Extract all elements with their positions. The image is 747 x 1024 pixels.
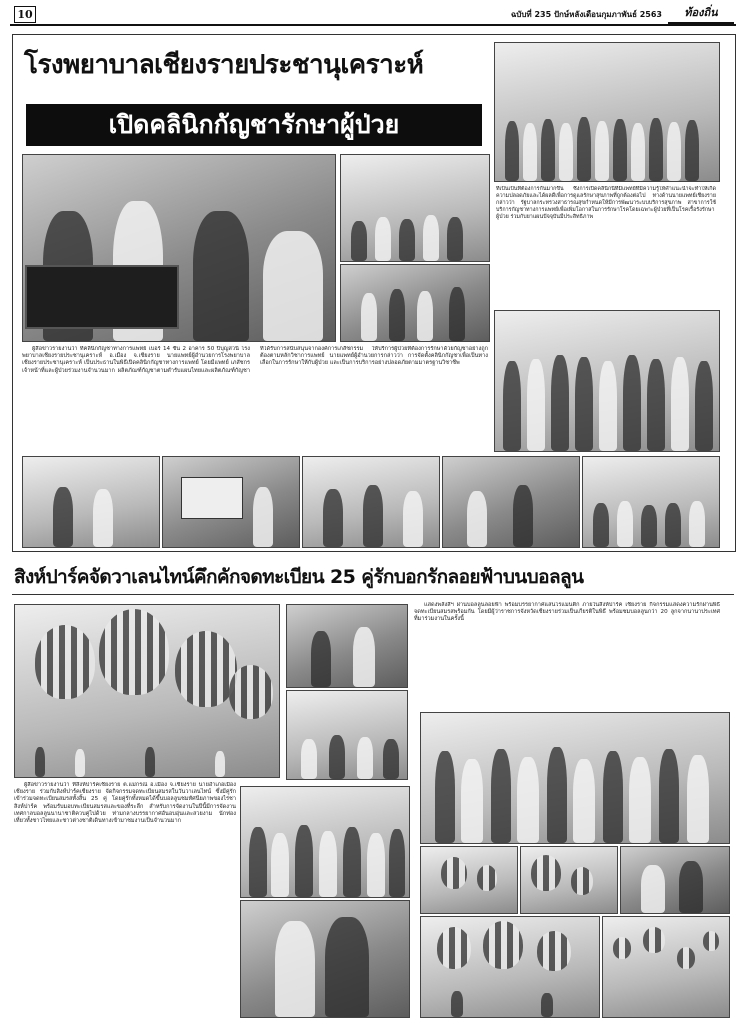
photo-ceremony-stage bbox=[286, 690, 408, 780]
photo-strip-5 bbox=[582, 456, 720, 548]
page-number: 10 bbox=[14, 6, 36, 23]
photo-strip-4 bbox=[442, 456, 580, 548]
photo-balloons-1 bbox=[420, 846, 518, 914]
photo-clinic-team bbox=[494, 42, 720, 182]
photo-strip-2 bbox=[162, 456, 300, 548]
photo-couple-portrait bbox=[240, 900, 410, 1018]
story2-headline-rule bbox=[12, 594, 734, 595]
photo-balloon-sky bbox=[602, 916, 730, 1018]
photo-balloon-field bbox=[14, 604, 280, 778]
photo-ribbon-cutting bbox=[494, 310, 720, 452]
story2-body-top bbox=[414, 602, 720, 708]
story2-body-top-paragraph: แสดงพลังสีฯ ผ่านบอลลูนลอยฟ้า พร้อมบรรยากาศแสนโรแมนติก ภายในสิงห์ปาร์ค เชียงราย กิจกรรมแสดงความรักผ่านพิธีจดทะเบียนสมรสพร้อมกัน โดยมีผู้ว่าราชการจังหวัดเชียงรายร่วมเป็นเกียรติในพิธี พร้อมชมบอลลูนกว่า 20 ลูกจากนานาประเทศที่มาร่วมงานในครั้งนี้ bbox=[414, 602, 720, 623]
photo-consultation bbox=[22, 154, 336, 342]
page-header-rule bbox=[10, 24, 736, 26]
story2-headline: สิงห์ปาร์คจัดวาเลนไทน์คึกคักจดทะเบียน 25 คู่รักบอกรักลอยฟ้าบนบอลลูน bbox=[14, 566, 584, 588]
story2-body-paragraph: ผู้สื่อข่าวรายงานว่า ที่สิงห์ปาร์คเชียงราย ต.แม่กรณ์ อ.เมือง จ.เชียงราย นายอำเภอเมืองเชียงราย ร่วมกับสิงห์ปาร์คเชียงราย จัดกิจกรรมจดทะเบียนสมรสในวันวาเลนไทน์ ซึ่งมีคู่รักเข้าร่วมจดทะเบียนสมรสทั้งสิ้น 25 คู่ โดยคู่รักทั้งหมดได้ขึ้นบอลลูนชมทัศนียภาพของไร่ชาสิงห์ปาร์ค พร้อมรับมอบทะเบียนสมรสและของที่ระลึก สำหรับการจัดงานในปีนี้มีการจัดงานเทศกาลบอลลูนนานาชาติควบคู่ไปด้วย ท่ามกลางบรรยากาศอันอบอุ่นและสวยงาม นักท่องเที่ยวทั้งชาวไทยและชาวต่างชาติเดินทางเข้ามาชมงานเป็นจำนวนมาก bbox=[14, 782, 236, 825]
story1-body bbox=[22, 346, 488, 448]
photo-certificate-pair bbox=[620, 846, 730, 914]
photo-seated-audience bbox=[340, 154, 490, 262]
photo-certificate-handover bbox=[340, 264, 490, 342]
photo-certificate-couple bbox=[286, 604, 408, 688]
photo-balloon-launch bbox=[420, 916, 600, 1018]
photo-couples-row bbox=[240, 786, 410, 898]
story1-headline: โรงพยาบาลเชียงรายประชานุเคราะห์ bbox=[24, 50, 424, 80]
story2-body bbox=[14, 782, 236, 1016]
newspaper-logo: ท้องถิ่น bbox=[668, 4, 734, 24]
issue-line: ฉบับที่ 235 ปักษ์หลังเดือนกุมภาพันธ์ 2563 bbox=[510, 10, 662, 19]
photo-couples-group bbox=[420, 712, 730, 844]
photo-strip-3 bbox=[302, 456, 440, 548]
story1-subheadline-bar: เปิดคลินิกกัญชารักษาผู้ป่วย bbox=[26, 104, 482, 146]
story1-caption: ที่เป็นเป็นที่ต้องการกันมากขึ้น ซึ่งการเปิดคลินิกนี้ที่มีแพทย์ที่มีความรู้ให้คำแนะนำจะทำให้เกิดความปลอดภัยและได้ผลดีเพื่อการดูแลรักษาสุขภาพที่ถูกต้องต่อไป ทางด้านนายแพทย์เชียงราย กล่าวว่า รัฐบาลกระทรวงสาธารณสุขกำหนดให้มีการพัฒนาระบบบริการสุขภาพ สาขาการใช้บริการกัญชาทางการแพทย์เพื่อเพิ่มโอกาสในการรักษาโรคโดยเฉพาะผู้ป่วยที่เป็นโรคเรื้อรังรักษาผู้ป่วย ร่วมกับยาแผนปัจจุบันมีประสิทธิภาพ bbox=[496, 186, 716, 220]
story1-body-paragraph: ผู้สื่อข่าวรายงานว่า ที่คลินิกกัญชาทางการแพทย์ เบอร์ 14 ชั้น 2 อาคาร 50 ปีบุญสวนิ์ โรงพยาบาลเชียงรายประชานุเคราะห์ อ.เมือง จ.เชียงราย นายแพทย์ผู้อำนวยการโรงพยาบาลเชียงรายประชานุเคราะห์ เป็นประธานในพิธีเปิดคลินิกกัญชาทางการแพทย์ โดยมีแพทย์ เภสัชกร เจ้าหน้าที่และผู้ป่วยร่วมงานจำนวนมาก ผลิตภัณฑ์กัญชาตามตำรับแผนไทยและผลิตภัณฑ์กัญชาที่ได้รับการสนับสนุนจากองค์การเภสัชกรรม ให้บริการผู้ป่วยที่ต้องการรักษาด้วยกัญชาอย่างถูกต้องตามหลักวิชาการแพทย์ นายแพทย์ผู้อำนวยการกล่าวว่า การจัดตั้งคลินิกกัญชาเพื่อเป็นทางเลือกในการรักษาให้กับผู้ป่วย และเป็นการบริการอย่างปลอดภัยตามมาตรฐานวิชาชีพ bbox=[22, 346, 488, 374]
photo-strip-1 bbox=[22, 456, 160, 548]
photo-balloons-2 bbox=[520, 846, 618, 914]
